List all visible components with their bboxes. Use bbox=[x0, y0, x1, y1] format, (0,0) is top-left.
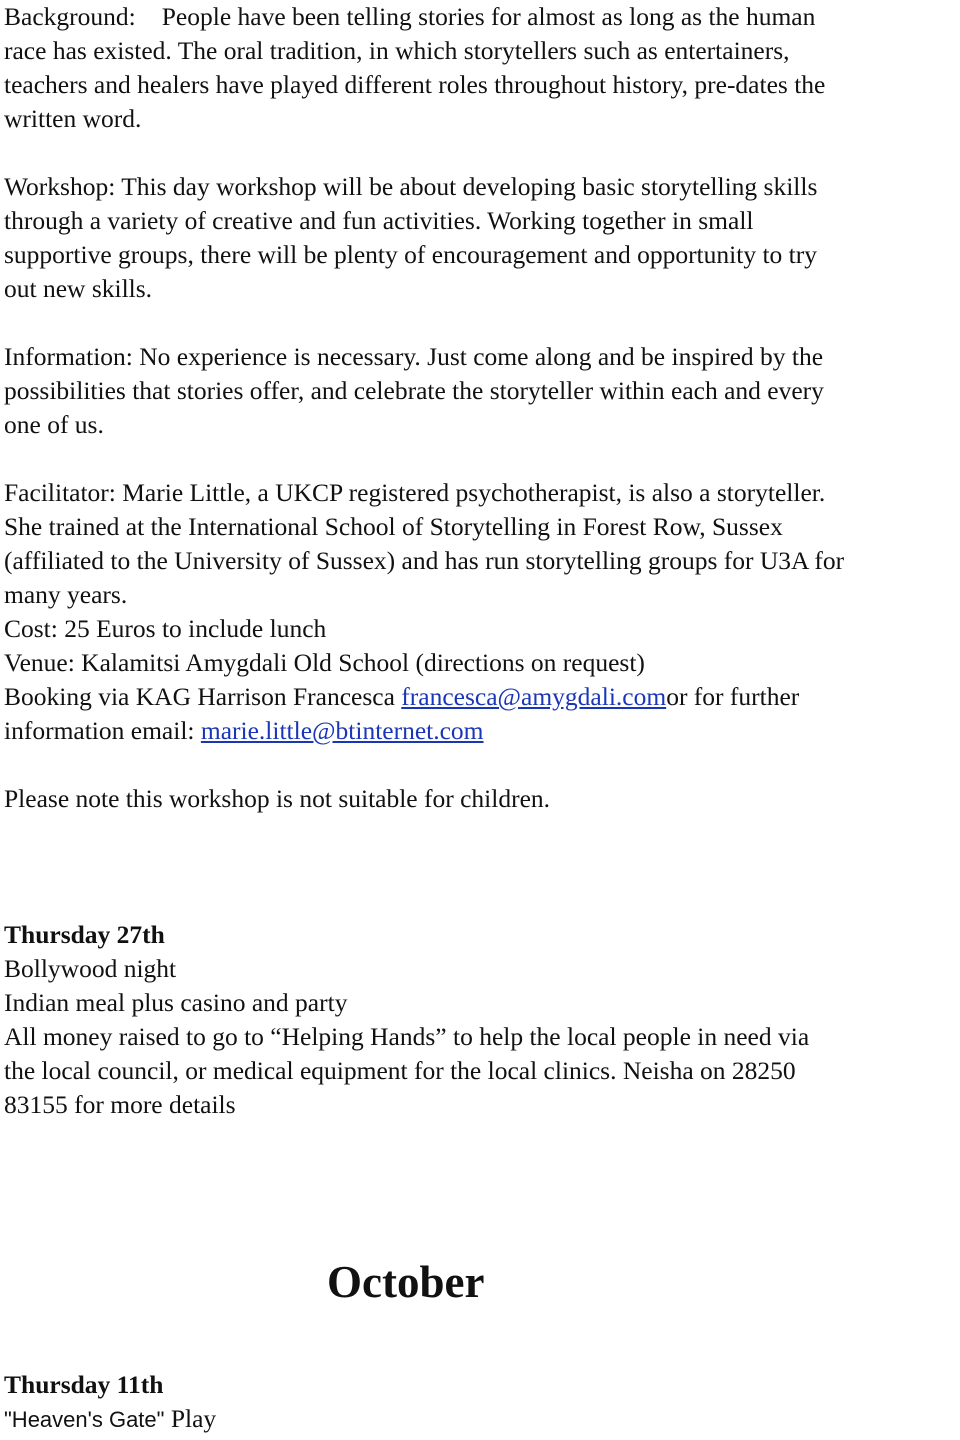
booking-suffix: or for further bbox=[666, 682, 800, 711]
background-line: written word. bbox=[4, 104, 142, 133]
event-thursday-11 bbox=[4, 1368, 956, 1436]
facilitator-paragraph bbox=[4, 476, 956, 748]
facilitator-line: Facilitator: Marie Little, a UKCP registered psychotherapist, is also a storyteller. bbox=[4, 478, 826, 507]
workshop-line: through a variety of creative and fun activities. Working together in small bbox=[4, 206, 754, 235]
event-line: Indian meal plus casino and party bbox=[4, 988, 348, 1017]
event-line: 83155 for more details bbox=[4, 1090, 236, 1119]
event-line: the local council, or medical equipment for the local clinics. Neisha on 28250 bbox=[4, 1056, 796, 1085]
event-line bbox=[4, 1402, 956, 1436]
information-line: Information: No experience is necessary. Just come along and be inspired by the bbox=[4, 342, 824, 371]
background-paragraph bbox=[4, 0, 956, 136]
facilitator-line: many years. bbox=[4, 580, 128, 609]
background-label: Background: bbox=[4, 2, 136, 31]
document-page bbox=[4, 0, 956, 1122]
facilitator-line: She trained at the International School of Storytelling in Forest Row, Sussex bbox=[4, 512, 783, 541]
event-line: Bollywood night bbox=[4, 954, 177, 983]
background-line: teachers and healers have played different roles throughout history, pre-dates the bbox=[4, 70, 826, 99]
venue-line: Venue: Kalamitsi Amygdali Old School (directions on request) bbox=[4, 648, 645, 677]
play-title: "Heaven's Gate" bbox=[4, 1407, 165, 1432]
event-line: All money raised to go to “Helping Hands” to help the local people in need via bbox=[4, 1022, 810, 1051]
booking-prefix: Booking via KAG Harrison Francesca bbox=[4, 682, 402, 711]
workshop-line: out new skills. bbox=[4, 274, 153, 303]
information-line: possibilities that stories offer, and celebrate the storyteller within each and every bbox=[4, 376, 824, 405]
children-note: Please note this workshop is not suitable for children. bbox=[4, 784, 551, 813]
workshop-paragraph bbox=[4, 170, 956, 306]
event-heading: Thursday 27th bbox=[4, 920, 165, 949]
month-heading: October bbox=[327, 1257, 485, 1307]
info-email-prefix: information email: bbox=[4, 716, 201, 745]
event-thursday-27 bbox=[4, 918, 956, 1122]
information-paragraph bbox=[4, 340, 956, 442]
workshop-line: Workshop: This day workshop will be about developing basic storytelling skills bbox=[4, 172, 818, 201]
play-word: Play bbox=[164, 1404, 217, 1433]
background-line: Background: People have been telling stories for almost as long as the human bbox=[4, 2, 816, 31]
information-line: one of us. bbox=[4, 410, 104, 439]
event-heading: Thursday 11th bbox=[4, 1370, 164, 1399]
facilitator-line: (affiliated to the University of Sussex) and has run storytelling groups for U3A for bbox=[4, 546, 845, 575]
booking-line bbox=[4, 680, 956, 714]
workshop-line: supportive groups, there will be plenty of encouragement and opportunity to try bbox=[4, 240, 817, 269]
cost-line: Cost: 25 Euros to include lunch bbox=[4, 614, 327, 643]
info-email-line bbox=[4, 714, 956, 748]
info-email-link[interactable]: marie.little@btinternet.com bbox=[200, 716, 484, 745]
booking-email-link[interactable]: francesca@amygdali.com bbox=[401, 682, 667, 711]
background-line: race has existed. The oral tradition, in which storytellers such as entertainers, bbox=[4, 36, 790, 65]
